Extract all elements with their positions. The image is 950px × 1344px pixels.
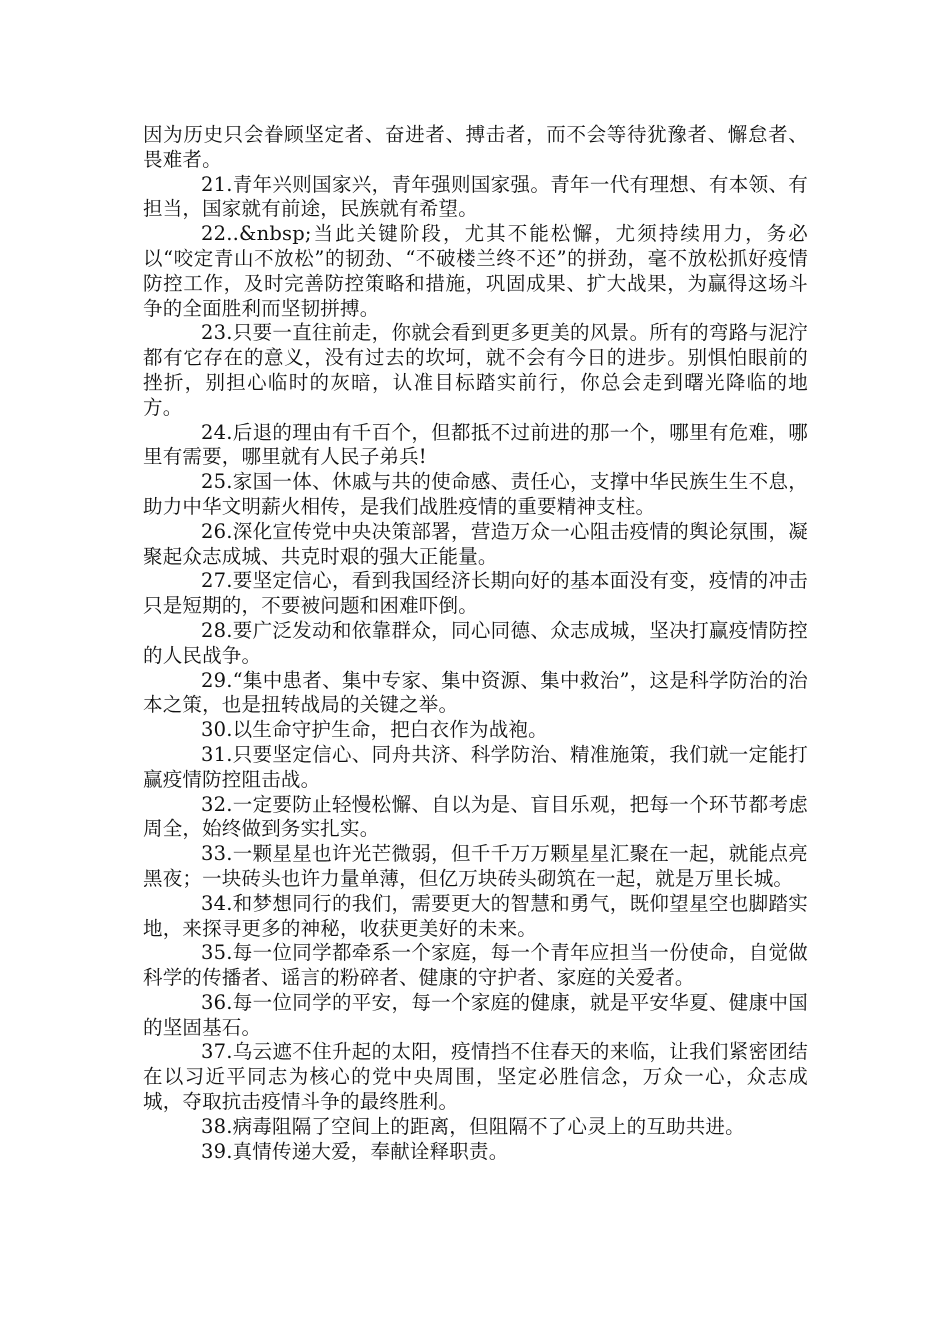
paragraph-24: 24.后退的理由有千百个，但都抵不过前进的那一个，哪里有危难，哪里有需要，哪里就有人民子弟兵!: [143, 420, 808, 469]
paragraph-27: 27.要坚定信心，看到我国经济长期向好的基本面没有变，疫情的冲击只是短期的，不要被问题和困难吓倒。: [143, 569, 808, 618]
paragraph-31: 31.只要坚定信心、同舟共济、科学防治、精准施策，我们就一定能打赢疫情防控阻击战。: [143, 742, 808, 791]
paragraph-35: 35.每一位同学都牵系一个家庭，每一个青年应担当一份使命，自觉做科学的传播者、谣言的粉碎者、健康的守护者、家庭的关爱者。: [143, 941, 808, 990]
paragraph-32: 32.一定要防止轻慢松懈、自以为是、盲目乐观，把每一个环节都考虑周全，始终做到务实扎实。: [143, 792, 808, 841]
paragraph-26: 26.深化宣传党中央决策部署，营造万众一心阻击疫情的舆论氛围，凝聚起众志成城、共克时艰的强大正能量。: [143, 519, 808, 568]
paragraph-33: 33.一颗星星也许光芒微弱，但千千万万颗星星汇聚在一起，就能点亮黑夜；一块砖头也许力量单薄，但亿万块砖头砌筑在一起，就是万里长城。: [143, 842, 808, 890]
paragraph-34: 34.和梦想同行的我们，需要更大的智慧和勇气，既仰望星空也脚踏实地，来探寻更多的神秘，收获更美好的未来。: [143, 891, 808, 940]
paragraph-29: 29.“集中患者、集中专家、集中资源、集中救治”，这是科学防治的治本之策，也是扭转战局的关键之举。: [143, 668, 808, 717]
paragraph-28: 28.要广泛发动和依靠群众，同心同德、众志成城，坚决打赢疫情防控的人民战争。: [143, 618, 808, 667]
paragraph-continuation: 因为历史只会眷顾坚定者、奋进者、搏击者，而不会等待犹豫者、懈怠者、畏难者。: [143, 123, 808, 171]
paragraph-38: 38.病毒阻隔了空间上的距离，但阻隔不了心灵上的互助共进。: [201, 1114, 745, 1138]
paragraph-30: 30.以生命守护生命，把白衣作为战袍。: [201, 718, 548, 742]
paragraph-36: 36.每一位同学的平安，每一个家庭的健康，就是平安华夏、健康中国的坚固基石。: [143, 990, 808, 1039]
paragraph-39: 39.真情传递大爱，奉献诠释职责。: [201, 1139, 509, 1163]
paragraph-23: 23.只要一直往前走，你就会看到更多更美的风景。所有的弯路与泥泞都有它存在的意义，没有过去的坎坷，就不会有今日的进步。别惧怕眼前的挫折，别担心临时的灰暗，认准目标踏实前行，你总会走到曙光降临的地方。: [143, 321, 808, 419]
paragraph-22: 22..&nbsp;当此关键阶段，尤其不能松懈，尤须持续用力，务必以“咬定青山不放松”的韧劲、“不破楼兰终不还”的拼劲，毫不放松抓好疫情防控工作，及时完善防控策略和措施，巩固成果、扩大战果，为赢得这场斗争的全面胜利而坚韧拼搏。: [143, 222, 808, 320]
paragraph-21: 21.青年兴则国家兴，青年强则国家强。青年一代有理想、有本领、有担当，国家就有前途，民族就有希望。: [143, 172, 808, 221]
paragraph-25: 25.家国一体、休戚与共的使命感、责任心，支撑中华民族生生不息，助力中华文明薪火相传，是我们战胜疫情的重要精神支柱。: [143, 470, 808, 518]
paragraph-37: 37.乌云遮不住升起的太阳，疫情挡不住春天的来临，让我们紧密团结在以习近平同志为核心的党中央周围，坚定必胜信念，万众一心，众志成城，夺取抗击疫情斗争的最终胜利。: [143, 1040, 808, 1114]
document-body: [143, 123, 808, 1164]
